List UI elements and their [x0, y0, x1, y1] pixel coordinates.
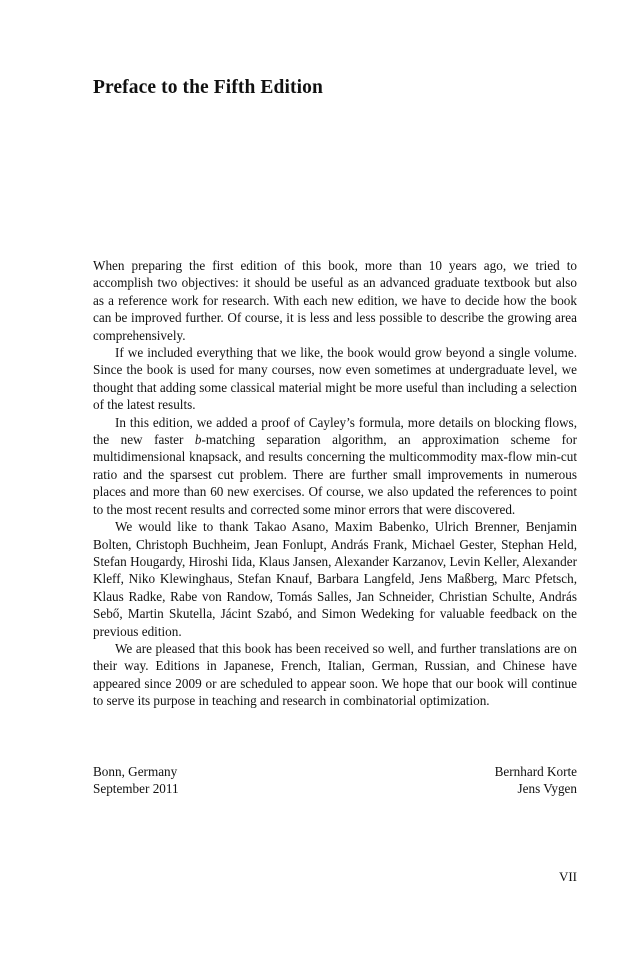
signature-block: [93, 763, 577, 798]
page-title: Preface to the Fifth Edition: [93, 77, 323, 98]
paragraph-4: We would like to thank Takao Asano, Maxim Babenko, Ulrich Brenner, Benjamin Bolten, Christoph Buchheim, Jean Fonlupt, András Frank, Michael Gester, Stephan Held, Stefan Hougardy, Hiroshi Iida, Klaus Jansen, Alexander Karzanov, Levin Keller, Alexander Kleff, Niko Klewinghaus, Stefan Knauf, Barbara Langfeld, Jens Maßberg, Marc Pfetsch, Klaus Radke, Rabe von Randow, Tomás Salles, Jan Schneider, Christian Schulte, András Sebő, Martin Skutella, Jácint Szabó, and Simon Wedeking for valuable feedback on the previous edition.: [93, 519, 577, 639]
paragraph-3-text-after: -matching separation algorithm, an approximation scheme for multidimensional knapsack, and results concerning the multicommodity max-flow min-cut ratio and the sparsest cut problem. There are further small improvements in numerous places and more than 60 new exercises. Of course, we also updated the references to point to the most recent results and corrected some minor errors that were discovered.: [93, 432, 577, 517]
author-name: Bernhard Korte: [494, 764, 577, 779]
paragraph-2: If we included everything that we like, the book would grow beyond a single volume. Since the book is used for many courses, now even sometimes at undergraduate level, we thought that adding some classical material might be more useful than including a selection of the latest results.: [93, 345, 577, 413]
paragraph-3-emphasis: b: [194, 432, 202, 448]
paragraph-5: We are pleased that this book has been received so well, and further translations are on their way. Editions in Japanese, French, Italian, German, Russian, and Chinese have appeared since 2009 or are scheduled to appear soon. We hope that our book will continue to serve its purpose in teaching and research in combinatorial optimization.: [93, 640, 577, 709]
paragraph-3-text-before: In this edition, we added a proof of Cayley’s formula, more details on blocking flows, the new faster: [93, 414, 577, 448]
paragraph-1: When preparing the first edition of this book, more than 10 years ago, we tried to accomplish two objectives: it should be useful as an advanced graduate textbook but also as a reference work for research. With each new edition, we have to decide how the book can be improved further. Of course, it is less and less possible to describe the growing area comprehensively.: [93, 258, 577, 343]
author-name: Jens Vygen: [517, 781, 577, 797]
authors: [495, 763, 577, 798]
preface-body: [93, 257, 577, 710]
date: September 2011: [93, 781, 179, 797]
place-and-date: [93, 763, 179, 798]
paragraph-3: [93, 414, 577, 518]
page-number: VII: [558, 869, 577, 884]
place: Bonn, Germany: [93, 764, 178, 779]
